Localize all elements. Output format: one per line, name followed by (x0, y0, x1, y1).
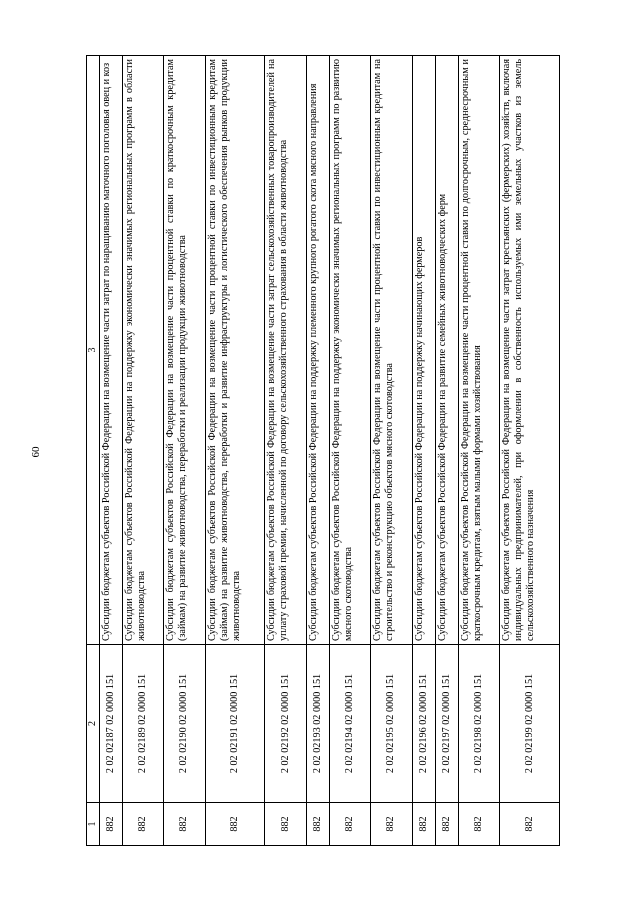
table-row (329, 56, 370, 846)
table-row (412, 56, 435, 846)
table-row (205, 56, 265, 846)
revenue-code-cell: 2 02 02189 02 0000 151 (122, 645, 163, 803)
revenue-code-cell: 2 02 02198 02 0000 151 (458, 645, 499, 803)
revenue-code-cell: 2 02 02193 02 0000 151 (306, 645, 329, 803)
table-row (435, 56, 458, 846)
admin-code-cell: 882 (99, 803, 122, 846)
revenue-code-cell: 2 02 02197 02 0000 151 (435, 645, 458, 803)
table-row (122, 56, 163, 846)
admin-code-cell: 882 (458, 803, 499, 846)
table-row (500, 56, 560, 846)
description-cell: Субсидии бюджетам субъектов Российской Федерации на возмещение части процентной ставки по инвестиционным кредитам (займам) на развитие животноводства, переработки и развитие инфраструктуры и логистического обеспечения рынков продукции животноводства (205, 56, 265, 645)
description-cell: Субсидии бюджетам субъектов Российской Федерации на поддержку начинающих фермеров (412, 56, 435, 645)
admin-code-cell: 882 (412, 803, 435, 846)
description-cell: Субсидии бюджетам субъектов Российской Федерации на возмещение части процентной ставки по долгосрочным, среднесрочным и краткосрочным кредитам, взятым малыми формами хозяйствования (458, 56, 499, 645)
table-row (164, 56, 205, 846)
admin-code-cell: 882 (371, 803, 412, 846)
admin-code-cell: 882 (265, 803, 306, 846)
admin-code-cell: 882 (205, 803, 265, 846)
table-row (306, 56, 329, 846)
description-cell: Субсидии бюджетам субъектов Российской Федерации на возмещение части затрат крестьянских (фермерских) хозяйств, включая индивидуальных предпринимателей, при оформлении в собственность используемых ими земельных участков из земель сельскохозяйственного назначения (500, 56, 560, 645)
description-cell: Субсидии бюджетам субъектов Российской Федерации на возмещение части затрат сельскохозяйственных товаропроизводителей на уплату страховой премии, начисленной по договору сельскохозяйственного страхования в области животноводства (265, 56, 306, 645)
table-header-row (87, 56, 100, 846)
table-row (458, 56, 499, 846)
description-cell: Субсидии бюджетам субъектов Российской Федерации на поддержку племенного крупного рогатого скота мясного направления (306, 56, 329, 645)
header-col-2: 2 (87, 645, 100, 803)
description-cell: Субсидии бюджетам субъектов Российской Федерации на поддержку экономически значимых региональных программ по развитию мясного скотоводства (329, 56, 370, 645)
admin-code-cell: 882 (500, 803, 560, 846)
revenue-code-cell: 2 02 02192 02 0000 151 (265, 645, 306, 803)
revenue-code-cell: 2 02 02195 02 0000 151 (371, 645, 412, 803)
description-cell: Субсидии бюджетам субъектов Российской Федерации на возмещение части затрат по наращиванию маточного поголовья овец и коз (99, 56, 122, 645)
header-col-1: 1 (87, 803, 100, 846)
revenue-code-cell: 2 02 02187 02 0000 151 (99, 645, 122, 803)
description-cell: Субсидии бюджетам субъектов Российской Федерации на возмещение части процентной ставки по инвестиционным кредитам на строительство и реконструкцию объектов мясного скотоводства (371, 56, 412, 645)
revenue-code-cell: 2 02 02199 02 0000 151 (500, 645, 560, 803)
description-cell: Субсидии бюджетам субъектов Российской Федерации на развитие семейных животноводческих ферм (435, 56, 458, 645)
revenue-code-cell: 2 02 02190 02 0000 151 (164, 645, 205, 803)
header-col-3: 3 (87, 56, 100, 645)
revenue-code-cell: 2 02 02191 02 0000 151 (205, 645, 265, 803)
admin-code-cell: 882 (435, 803, 458, 846)
table-row (99, 56, 122, 846)
table-row (265, 56, 306, 846)
revenue-code-cell: 2 02 02196 02 0000 151 (412, 645, 435, 803)
rotated-table-container (86, 56, 560, 846)
revenue-code-cell: 2 02 02194 02 0000 151 (329, 645, 370, 803)
admin-code-cell: 882 (329, 803, 370, 846)
revenue-code-table (86, 55, 560, 846)
page-number: 60 (30, 446, 42, 458)
admin-code-cell: 882 (306, 803, 329, 846)
table-row (371, 56, 412, 846)
admin-code-cell: 882 (122, 803, 163, 846)
admin-code-cell: 882 (164, 803, 205, 846)
description-cell: Субсидии бюджетам субъектов Российской Федерации на возмещение части процентной ставки по краткосрочным кредитам (займам) на развитие животноводства, переработки и реализации продукции животноводства (164, 56, 205, 645)
description-cell: Субсидии бюджетам субъектов Российской Федерации на поддержку экономически значимых региональных программ в области животноводства (122, 56, 163, 645)
